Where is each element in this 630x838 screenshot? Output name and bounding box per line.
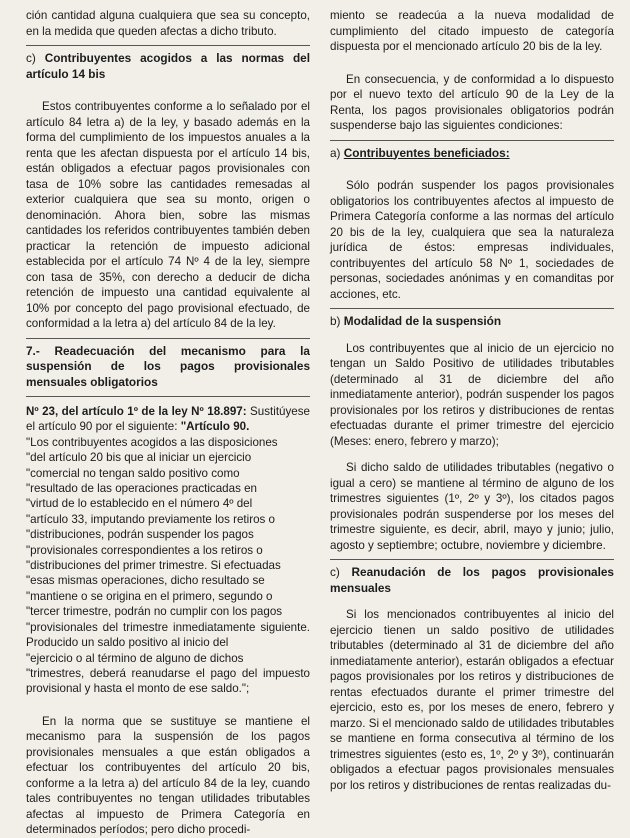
right-paragraph-continuation: miento se readecúa a la nueva modalidad de cumplimiento del citado impuesto de categoría dispuesta por el mencionado artículo 20 bis de la ley.	[330, 9, 614, 53]
left-paragraph-14bis: Estos contribuyentes conforme a lo señalado por el artículo 84 letra a) de la ley, y basado además en la forma del cumplimiento de los impuestos anuales a la renta que les afectan dispuesta por el artículo 14 bis, están obligados a efectuar pagos provisionales con tasa de 10% sobre las cantidades remesadas al exterior cualquiera que sea su monto, origen o denominación. Ahora bien, sobre las mismas cantidades los referidos contribuyentes también deben practicar la retención de impuesto adicional establecida por el artículo 74 Nº 4 de la ley, siempre con tasa de 35%, con derecho a deducir de dicha retención de impuesto una cantidad equivalente al 10% por concepto del pago provisional efectuado, de conformidad a la letra a) del artículo 84 de la ley.	[26, 100, 310, 330]
law-intro-text: Sustitúyese el artículo 90 por el siguiente:	[26, 405, 310, 434]
quote-line: "provisionales correspondientes a los retiros o	[26, 543, 263, 557]
quote-line: "Los contribuyentes acogidos a las disposiciones	[26, 435, 278, 449]
quote-line: "comercial no tengan saldo positivo como	[26, 466, 240, 480]
quote-line: "ejercicio o al término de alguno de dichos	[26, 651, 244, 665]
quote-line: "del artículo 20 bis que al iniciar un ejercicio	[26, 451, 252, 465]
right-paragraph-consecuencia: En consecuencia, y de conformidad a lo dispuesto por el nuevo texto del artículo 90 de la Ley de la Renta, los pagos provisionales obligatorios podrán suspenderse bajo las siguientes condiciones:	[330, 72, 614, 132]
law-intro	[26, 404, 310, 435]
quote-line: "distribuciones, podrán suspender los pagos	[26, 528, 254, 542]
right-column	[330, 8, 614, 838]
two-column-layout	[26, 8, 614, 838]
law-quote-block	[26, 404, 310, 697]
right-paragraph-modalidad: Los contribuyentes que al inicio de un ejercicio no tengan un Saldo Positivo de utilidades tributables (determinado al 31 de diciembre del año inmediatamente anterior), podrán suspender los pagos provisionales por los retiros y distribuciones de rentas efectuadas durante el primer trimestre del ejercicio (Meses: enero, febrero y marzo);	[330, 341, 614, 448]
quote-line: "artículo 33, imputando previamente los retiros o	[26, 512, 275, 526]
heading-title: Contribuyentes acogidos a las normas del artículo 14 bis	[26, 51, 310, 81]
heading-title: Reanudación de los pagos provisionales mensuales	[330, 565, 614, 595]
quote-line: "mantiene o se origina en el primero, segundo o	[26, 589, 273, 603]
heading-7-readecuacion: 7.- Readecuación del mecanismo para la suspensión de los pagos provisionales mensuales obligatorios	[26, 343, 310, 389]
left-paragraph-continuation: ción cantidad alguna cualquiera que sea su concepto, en la medida que queden afectas a dicho tributo.	[26, 9, 310, 38]
section-divider	[26, 396, 310, 397]
heading-b-modalidad	[330, 314, 614, 330]
heading-c-reanudacion	[330, 565, 614, 596]
section-divider	[330, 308, 614, 309]
heading-label: c)	[330, 565, 340, 579]
right-paragraph-reanudacion: Si los mencionados contribuyentes al inicio del ejercicio tienen un saldo positivo de utilidades tributables (determinado al 31 de diciembre del año inmediatamente anterior), estarán obligados a efectuar pagos provisionales por los retiros y distribuciones de rentas efectuados durante el primer trimestre del ejercicio, esto es, por los meses de enero, febrero y marzo. Si el mencionado saldo de utilidades tributables se mantiene en forma consecutiva al término de los trimestres siguientes (esto es, 1º, 2º y 3º), continuarán obligados a efectuar pagos provisionales mensuales por los retiros y distribuciones de rentas realizadas du-	[330, 608, 614, 792]
section-divider	[26, 338, 310, 339]
quote-line: "distribuciones del primer trimestre. Si efectuadas	[26, 559, 281, 573]
right-paragraph-beneficiados: Sólo podrán suspender los pagos provisionales obligatorios los contribuyentes afectos al impuesto de Primera Categoría conforme a las normas del artículo 20 bis de la ley, cualquiera que sea la naturaleza jurídica de éstos: empresas individuales, contribuyentes del artículo 58 Nº 1, sociedades de personas, sociedades anónimas y en comanditas por acciones, etc.	[330, 179, 614, 301]
heading-label: b)	[330, 314, 341, 328]
right-paragraph-saldo: Si dicho saldo de utilidades tributables (negativo o igual a cero) se mantiene al término de alguno de los trimestres siguientes (1º, 2º y 3º), los citados pagos provisionales podrán suspenderse por los meses del trimestre siguiente, es decir, abril, mayo y junio; julio, agosto y septiembre; octubre, noviembre y diciembre.	[330, 461, 614, 552]
quote-line: "trimestres, deberá reanudarse el pago del impuesto provisional y hasta el monto de ese saldo.";	[26, 666, 310, 696]
heading-label: a)	[330, 145, 341, 160]
heading-c-contribuyentes-14bis	[26, 51, 310, 82]
section-divider	[330, 559, 614, 560]
law-reference: Nº 23, del artículo 1º de la ley Nº 18.897:	[26, 405, 247, 418]
law-article-title: "Artículo 90.	[180, 420, 250, 434]
left-paragraph-norma: En la norma que se sustituye se mantiene el mecanismo para la suspensión de los pagos provisionales mensuales a que están obligados a efectuar los contribuyentes del artículo 20 bis, conforme a la letra a) del artículo 84 de la ley, cuando tales contribuyentes no tengan utilidades tributables afectas al impuesto de Primera Categoría en determinados períodos; pero dicho procedi-	[26, 714, 310, 837]
quote-line: "provisionales del trimestre inmediatamente siguiente. Producido un saldo positivo al inicio del	[26, 620, 310, 650]
quote-line: "esas mismas operaciones, dicho resultado se	[26, 574, 265, 588]
heading-label: c)	[26, 51, 36, 65]
section-divider	[330, 140, 614, 141]
quote-line: "virtud de lo establecido en el número 4º del	[26, 497, 253, 511]
heading-a-beneficiados	[330, 146, 614, 162]
heading-title: Contribuyentes beneficiados:	[343, 145, 510, 160]
quote-line: "tercer trimestre, podrán no cumplir con los pagos	[26, 605, 283, 619]
left-column	[26, 8, 310, 838]
quote-line: "resultado de las operaciones practicadas en	[26, 482, 257, 496]
section-divider	[26, 45, 310, 46]
heading-title: Modalidad de la suspensión	[343, 314, 502, 328]
